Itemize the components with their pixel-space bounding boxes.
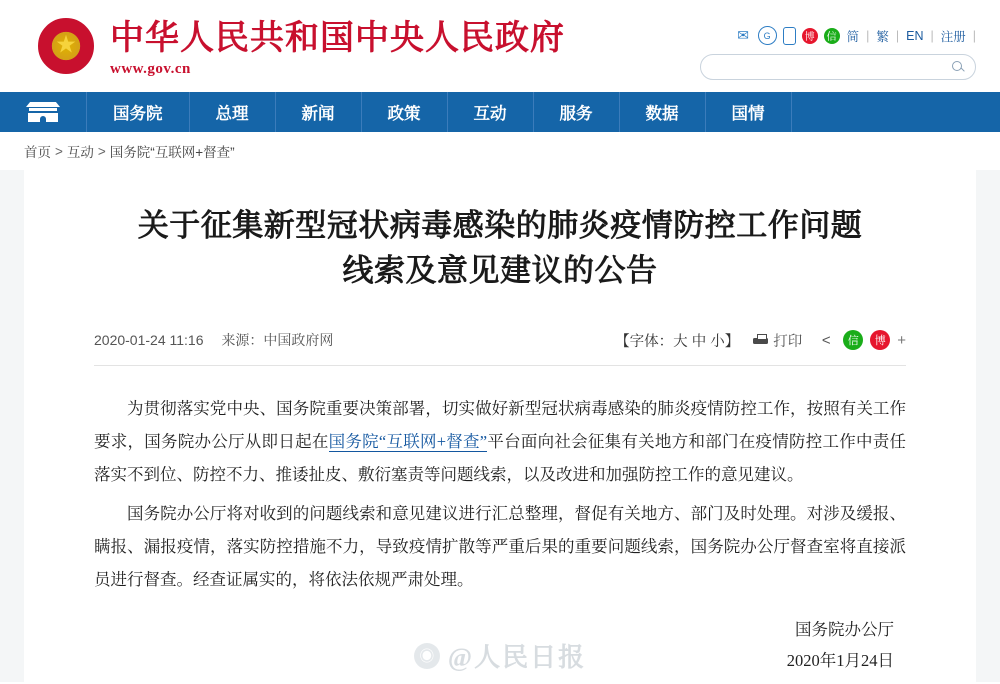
font-size-control[interactable]: 【字体：大 中 小】 xyxy=(615,333,740,350)
share-icon[interactable]: < xyxy=(821,331,831,349)
article-meta-left xyxy=(94,330,333,350)
header-right xyxy=(676,26,976,80)
breadcrumb-item-home[interactable]: 首页 xyxy=(24,145,51,160)
breadcrumb-item-current[interactable]: 国务院“互联网+督查” xyxy=(109,145,235,160)
brand-block xyxy=(110,20,565,78)
nav-item-zongli[interactable]: 总理 xyxy=(190,92,276,132)
article-paragraph-2: 国务院办公厅将对收到的问题线索和意见建议进行汇总整理，督促有关地方、部门及时处理。对涉及缓报、瞒报、漏报疫情，落实防控措施不力，导致疫情扩散等严重后果的重要问题线索，国务院办公厅督查室将直接派员进行督查。经查证属实的，将依法依规严肃处理。 xyxy=(94,503,906,589)
nav-item-shuju[interactable]: 数据 xyxy=(620,92,706,132)
article-signature xyxy=(94,614,906,677)
breadcrumb-separator: > xyxy=(97,143,106,159)
sign-date: 2020年1月24日 xyxy=(786,651,894,671)
article-card xyxy=(24,170,976,682)
signer-name: 国务院办公厅 xyxy=(795,619,894,639)
article-paragraph-1 xyxy=(94,392,906,491)
article-meta-right xyxy=(615,330,906,351)
page-title: 关于征集新型冠状病毒感染的肺炎疫情防控工作问题线索及意见建议的公告 xyxy=(137,208,863,288)
site-url: www.gov.cn xyxy=(110,61,191,78)
divider: | xyxy=(866,28,870,43)
main-nav xyxy=(0,92,1000,132)
lang-traditional-link[interactable]: 繁 xyxy=(876,29,889,44)
share-more-button[interactable]: + xyxy=(897,331,906,349)
wechat-icon[interactable]: 信 xyxy=(843,330,863,350)
mail-icon[interactable]: ✉ xyxy=(737,27,749,43)
tiananmen-gate-icon xyxy=(26,102,60,122)
paragraph1-part1: 为贯彻落实党中央、国务院重要决策部署，切实做好新型冠状病毒感染的肺炎疫情防控工作，按照有关工作要求，国务院办公厅从即日起在 xyxy=(94,398,906,451)
lang-english-link[interactable]: EN xyxy=(906,28,924,43)
search-input[interactable] xyxy=(711,59,951,75)
nav-item-zhengce[interactable]: 政策 xyxy=(362,92,448,132)
weibo-eye-icon: ◉ xyxy=(414,643,440,669)
nav-item-fuwu[interactable]: 服务 xyxy=(534,92,620,132)
divider: | xyxy=(972,28,976,43)
watermark-text: @人民日报 xyxy=(447,643,587,672)
lang-simplified-link[interactable]: 简 xyxy=(846,29,860,44)
printer-icon xyxy=(753,334,768,346)
nav-item-hudong[interactable]: 互动 xyxy=(448,92,534,132)
nav-item-guowuyuan[interactable]: 国务院 xyxy=(87,92,190,132)
paragraph1-part2: 平台面向社会征集有关地方和部门在疫情防控工作中责任落实不到位、防控不力、推诿扯皮、敷衍塞责等问题线索，以及改进和加强防控工作的意见建议。 xyxy=(94,431,907,484)
source-label: 来源： xyxy=(221,332,264,349)
print-label: 打印 xyxy=(773,333,803,350)
national-emblem-icon xyxy=(38,18,94,74)
article-body xyxy=(94,392,906,596)
weibo-icon[interactable]: 博 xyxy=(870,330,890,350)
register-link[interactable]: 注册 xyxy=(940,29,966,44)
search-icon[interactable] xyxy=(951,60,965,74)
breadcrumb xyxy=(0,132,1000,170)
source-name[interactable]: 中国政府网 xyxy=(263,332,334,349)
search-box[interactable] xyxy=(700,54,976,80)
mobile-phone-icon[interactable] xyxy=(783,27,796,45)
wechat-icon[interactable]: 信 xyxy=(824,28,840,44)
nav-home-button[interactable] xyxy=(0,92,87,132)
print-button[interactable] xyxy=(753,330,802,351)
site-title: 中华人民共和国中央人民政府 xyxy=(110,20,565,57)
page-body xyxy=(0,170,1000,682)
publish-datetime: 2020-01-24 11:16 xyxy=(94,332,204,349)
breadcrumb-item-interaction[interactable]: 互动 xyxy=(66,145,94,160)
inline-link-internet-supervision[interactable]: 国务院“互联网+督查” xyxy=(328,431,488,451)
circle-g-icon[interactable]: G xyxy=(758,26,777,45)
nav-spacer xyxy=(792,92,1000,132)
share-icons xyxy=(816,330,906,350)
header-utility-links xyxy=(735,26,976,45)
breadcrumb-separator: > xyxy=(55,143,63,159)
site-header xyxy=(0,0,1000,92)
divider: | xyxy=(895,28,900,43)
nav-item-xinwen[interactable]: 新闻 xyxy=(276,92,362,132)
weibo-icon[interactable]: 博 xyxy=(802,28,818,44)
nav-item-guoqing[interactable]: 国情 xyxy=(706,92,792,132)
divider: | xyxy=(930,28,934,43)
article-meta xyxy=(94,330,906,366)
